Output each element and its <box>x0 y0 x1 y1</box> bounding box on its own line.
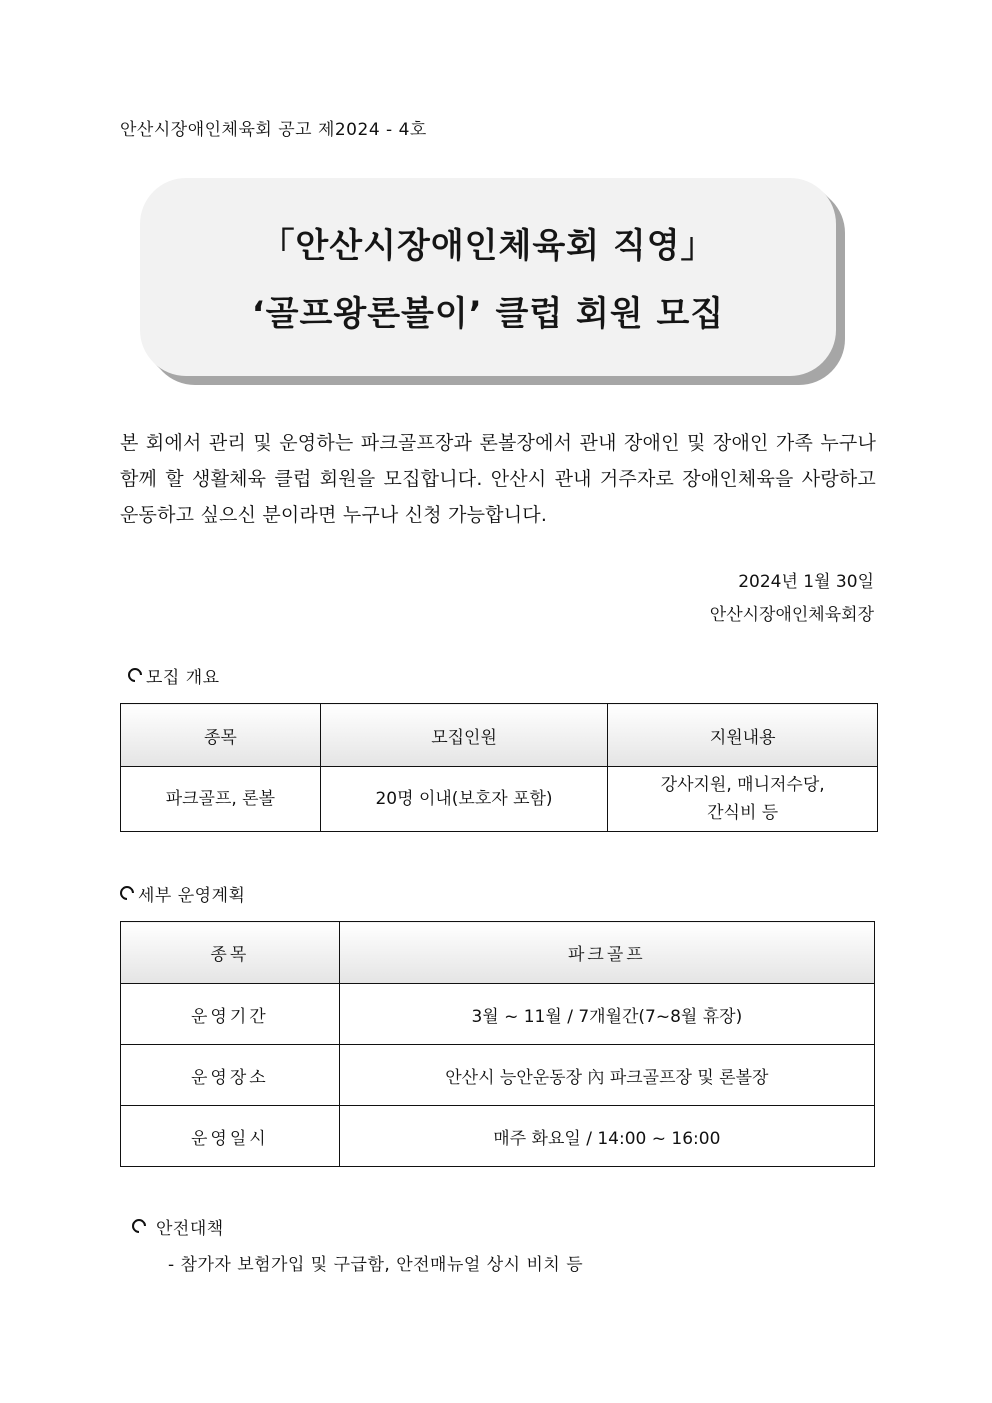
announcement-date: 2024년 1월 30일 <box>738 572 874 592</box>
cell-event: 파크골프, 론볼 <box>121 767 321 832</box>
safety-item: - 참가자 보험가입 및 구급함, 안전매뉴얼 상시 비치 등 <box>168 1255 584 1275</box>
section-safety-title: 안전대책 <box>156 1219 224 1239</box>
section-safety-heading <box>132 1214 224 1239</box>
title-line-2: ‘골프왕론볼이’ 클럽 회원 모집 <box>251 294 725 334</box>
support-line-1: 강사지원, 매니저수당, <box>660 775 825 795</box>
title-box <box>140 178 836 376</box>
table-row <box>121 767 878 832</box>
row-label: 운영장소 <box>121 1045 340 1106</box>
header-parkgolf: 파크골프 <box>339 922 874 984</box>
notice-number: 안산시장애인체육회 공고 제2024 - 4호 <box>120 120 427 140</box>
table-row <box>121 1045 875 1106</box>
section-recruit-heading <box>128 663 220 688</box>
circle-bullet-icon <box>125 665 145 685</box>
row-value: 안산시 능안운동장 內 파크골프장 및 론볼장 <box>339 1045 874 1106</box>
issuer: 안산시장애인체육회장 <box>709 605 874 625</box>
plan-table <box>120 921 875 1167</box>
cell-count: 20명 이내(보호자 포함) <box>320 767 608 832</box>
row-label: 운영기간 <box>121 984 340 1045</box>
header-count: 모집인원 <box>320 704 608 767</box>
section-plan-title: 세부 운영계획 <box>138 886 246 906</box>
title-line-1: 「안산시장애인체육회 직영」 <box>260 226 716 266</box>
row-label: 운영일시 <box>121 1106 340 1167</box>
section-recruit-title: 모집 개요 <box>146 668 220 688</box>
section-plan-heading <box>120 881 245 906</box>
header-support: 지원내용 <box>608 704 878 767</box>
header-event: 종목 <box>121 704 321 767</box>
row-value: 3월 ~ 11월 / 7개월간(7~8월 휴장) <box>339 984 874 1045</box>
support-line-2: 간식비 등 <box>707 803 779 823</box>
intro-paragraph: 본 회에서 관리 및 운영하는 파크골프장과 론볼장에서 관내 장애인 및 장애인 가족 누구나 함께 할 생활체육 클럽 회원을 모집합니다. 안산시 관내 거주자로 장애인체육을 사랑하고 운동하고 싶으신 분이라면 누구나 신청 가능합니다. <box>120 432 876 526</box>
signature-block <box>710 566 874 632</box>
circle-bullet-icon <box>117 883 137 903</box>
table-header-row <box>121 922 875 984</box>
recruit-table <box>120 703 878 832</box>
table-row <box>121 1106 875 1167</box>
table-header-row <box>121 704 878 767</box>
cell-support <box>608 767 878 832</box>
header-event: 종목 <box>121 922 340 984</box>
table-row <box>121 984 875 1045</box>
circle-bullet-icon <box>129 1216 149 1236</box>
row-value: 매주 화요일 / 14:00 ~ 16:00 <box>339 1106 874 1167</box>
